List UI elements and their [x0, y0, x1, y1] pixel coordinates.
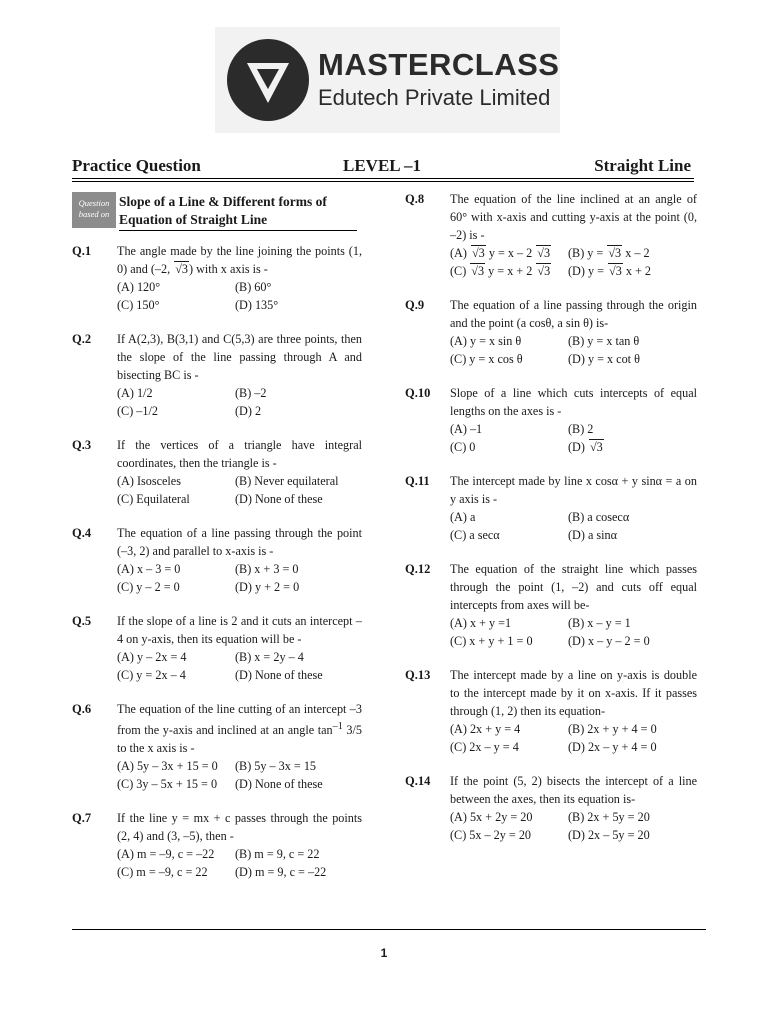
header-level: LEVEL –1	[343, 156, 421, 175]
answer-option: (A) 5y – 3x + 15 = 0	[117, 759, 218, 774]
answer-option: (B) x = 2y – 4	[235, 650, 304, 664]
topic-badge: Question based on	[72, 192, 116, 228]
question-text: The equation of the line cutting of an intercept –3 from the y-axis and inclined at an angle $\tan^{-1} 3/5$ to the x axis is -	[117, 702, 362, 756]
answer-option: (D) 135°	[235, 298, 279, 312]
answer-option: (D) m = 9, c = –22	[235, 865, 327, 880]
answer-option: (D) None of these	[235, 777, 323, 792]
answer-option: (A) √3 y = x – 2 √3	[450, 246, 551, 260]
answer-option: (C) 3y – 5x + 15 = 0	[117, 777, 218, 792]
question-number: Q.8	[405, 192, 425, 206]
topic-underline	[119, 230, 357, 231]
question-item	[405, 472, 697, 544]
question-number: Q.12	[405, 562, 431, 576]
answer-option: (B) 2x + 5y = 20	[568, 810, 650, 824]
question-text: If the slope of a line is 2 and it cuts an intercept – 4 on y-axis, then its equation will be -	[117, 614, 362, 646]
question-number: Q.11	[405, 474, 430, 488]
answer-option: (D) y = x cot θ	[568, 352, 640, 366]
answer-option: (B) y = √3 x – 2	[568, 246, 650, 260]
header-practice-question: Practice Question	[72, 156, 201, 175]
question-number: Q.9	[405, 298, 425, 312]
question-number: Q.6	[72, 702, 92, 716]
question-text: The equation of the straight line which passes through the point (1, –2) and cuts off equal intercepts from axes will be-	[450, 562, 697, 612]
question-text: The angle made by the line joining the points (1, 0) and (–2, √3) with x axis is -	[117, 244, 362, 276]
question-item	[405, 772, 697, 844]
question-number: Q.5	[72, 614, 92, 628]
answer-option: (B) x + 3 = 0	[235, 562, 299, 576]
question-text: If the line y = mx + c passes through the points (2, 4) and (3, –5), then -	[117, 811, 362, 844]
answer-option: (C) y = x cos θ	[450, 352, 523, 366]
masterclass-logo-banner	[215, 27, 560, 133]
question-item	[72, 242, 362, 314]
answer-option: (C) –1/2	[117, 404, 158, 418]
answer-option: (C) x + y + 1 = 0	[450, 634, 533, 648]
answer-options	[450, 614, 697, 650]
answer-options	[450, 808, 697, 844]
answer-options	[117, 384, 362, 420]
question-number: Q.4	[72, 526, 92, 540]
answer-option: (A) –1	[450, 422, 483, 436]
question-text: If the vertices of a triangle have integral coordinates, then the triangle is -	[117, 438, 362, 470]
topic-heading	[72, 190, 362, 234]
masterclass-logo-icon	[227, 39, 309, 121]
question-number: Q.3	[72, 438, 92, 452]
question-item	[72, 612, 362, 684]
answer-option: (D) a sinα	[568, 528, 618, 542]
page-number: 1	[380, 946, 388, 960]
answer-options	[117, 560, 362, 596]
answer-option: (C) 150°	[117, 298, 160, 312]
answer-option: (B) 60°	[235, 280, 272, 294]
answer-option: (B) 2x + y + 4 = 0	[568, 722, 657, 736]
question-text: If A(2,3), B(3,1) and C(5,3) are three points, then the slope of the line passing through A and bisecting BC is -	[117, 332, 362, 382]
answer-option: (A) m = –9, c = –22	[117, 847, 215, 862]
footer-rule	[72, 929, 706, 930]
answer-options	[450, 244, 697, 280]
answer-option: (C) a secα	[450, 528, 500, 542]
answer-option: (A) x – 3 = 0	[117, 562, 181, 576]
answer-option: (A) x + y =1	[450, 616, 512, 630]
answer-option: (A) 120°	[117, 280, 161, 294]
answer-option: (B) 2	[568, 422, 594, 436]
answer-options	[117, 648, 362, 684]
question-item	[405, 560, 697, 650]
answer-options	[117, 472, 362, 508]
left-question-list	[72, 242, 362, 881]
answer-option: (C) m = –9, c = 22	[117, 865, 208, 880]
question-number: Q.2	[72, 332, 92, 346]
answer-option: (D) 2x – y + 4 = 0	[568, 740, 657, 754]
answer-option: (B) m = 9, c = 22	[235, 847, 320, 862]
question-text: The intercept made by a line on y-axis is double to the intercept made by it on x-axis. If it passes through (1, 2) then its equation-	[450, 668, 697, 718]
logo-subtitle: Edutech Private Limited	[318, 85, 551, 110]
question-item	[72, 700, 362, 793]
answer-options	[450, 508, 697, 544]
answer-options	[450, 332, 697, 368]
question-text: The equation of the line inclined at an angle of 60° with x-axis and cutting y-axis at the point (0, –2) is -	[450, 192, 697, 242]
answer-option: (A) 2x + y = 4	[450, 722, 521, 736]
question-item	[405, 384, 697, 456]
answer-option: (D) y + 2 = 0	[235, 580, 300, 594]
answer-options	[117, 278, 362, 314]
answer-option: (C) √3 y = x + 2 √3	[450, 264, 551, 278]
answer-option: (D) x – y – 2 = 0	[568, 634, 650, 648]
question-number: Q.1	[72, 244, 92, 258]
answer-option: (D) None of these	[235, 668, 323, 682]
answer-option: (B) –2	[235, 386, 267, 400]
header-chapter: Straight Line	[594, 156, 691, 175]
answer-options	[450, 420, 697, 456]
question-text: The equation of a line passing through the origin and the point (a cosθ, a sin θ) is-	[450, 298, 697, 330]
question-text: The intercept made by line x cosα + y sinα = a on y axis is -	[450, 474, 697, 506]
answer-option: (A) a	[450, 510, 476, 524]
question-item	[405, 296, 697, 368]
topic-title: Slope of a Line & Different forms of Equation of Straight Line	[119, 194, 327, 227]
answer-option: (B) Never equilateral	[235, 474, 339, 488]
question-text: Slope of a line which cuts intercepts of equal lengths on the axes is -	[450, 386, 697, 418]
answer-option: (A) 5x + 2y = 20	[450, 810, 533, 824]
answer-option: (C) 0	[450, 440, 476, 454]
answer-option: (C) 5x – 2y = 20	[450, 828, 532, 842]
answer-option: (A) y = x sin θ	[450, 334, 522, 348]
answer-option: (B) a cosecα	[568, 510, 630, 524]
question-text: If the point (5, 2) bisects the intercept of a line between the axes, then its equation is-	[450, 774, 697, 806]
answer-option: (C) 2x – y = 4	[450, 740, 519, 754]
answer-option: (D) y = √3 x + 2	[568, 264, 652, 278]
question-number: Q.13	[405, 668, 431, 682]
answer-option: (C) y – 2 = 0	[117, 580, 180, 594]
header-rule-top	[72, 178, 694, 179]
answer-option: (A) 1/2	[117, 386, 153, 400]
question-number: Q.14	[405, 774, 431, 788]
question-item	[405, 666, 697, 756]
logo-title: MASTERCLASS	[318, 47, 560, 82]
answer-option: (C) Equilateral	[117, 492, 190, 506]
question-number: Q.7	[72, 811, 92, 826]
answer-option: (D) 2x – 5y = 20	[568, 828, 650, 842]
question-item	[72, 330, 362, 420]
answer-options	[450, 720, 697, 756]
answer-option: (B) 5y – 3x = 15	[235, 759, 317, 774]
right-column	[405, 190, 697, 860]
answer-option: (D) 2	[235, 404, 262, 418]
header-rule-bottom	[72, 181, 694, 182]
answer-option: (B) x – y = 1	[568, 616, 631, 630]
question-number: Q.10	[405, 386, 431, 400]
question-item	[72, 809, 362, 881]
answer-options	[117, 845, 362, 881]
answer-option: (D) None of these	[235, 492, 323, 506]
answer-option: (A) y – 2x = 4	[117, 650, 187, 664]
answer-option: (D) √3	[568, 440, 603, 454]
answer-options	[117, 757, 362, 793]
question-item	[72, 524, 362, 596]
answer-option: (A) Isosceles	[117, 474, 181, 488]
right-question-list	[405, 190, 697, 844]
answer-option: (C) y = 2x – 4	[117, 668, 186, 682]
question-text: The equation of a line passing through the point (–3, 2) and parallel to x-axis is -	[117, 526, 362, 558]
question-item	[72, 436, 362, 508]
left-column	[72, 190, 362, 897]
question-item	[405, 190, 697, 280]
answer-option: (B) y = x tan θ	[568, 334, 640, 348]
